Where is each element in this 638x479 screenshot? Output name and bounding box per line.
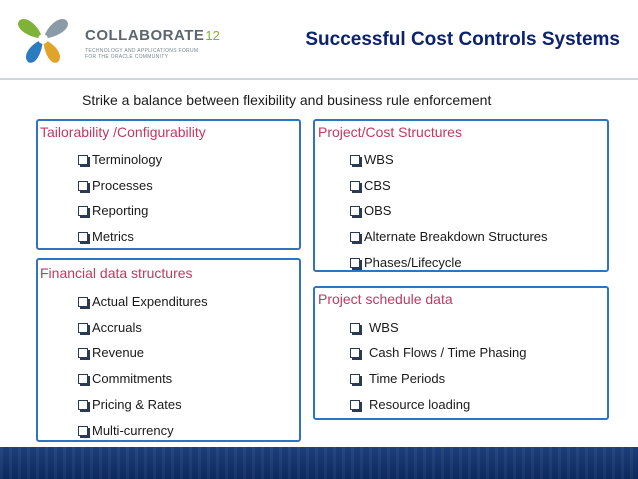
checkbox-bullet-icon	[350, 155, 360, 165]
checkbox-bullet-icon	[78, 232, 88, 242]
tailorability-heading: Tailorability /Configurability	[40, 124, 206, 140]
list-item: WBS	[350, 152, 394, 167]
checkbox-bullet-icon	[78, 426, 88, 436]
checkbox-bullet-icon	[350, 400, 360, 410]
list-item: Alternate Breakdown Structures	[350, 229, 548, 244]
checkbox-bullet-icon	[350, 181, 360, 191]
logo-icon	[8, 10, 78, 68]
list-item: Revenue	[78, 345, 144, 360]
list-item: Metrics	[78, 229, 134, 244]
checkbox-bullet-icon	[350, 232, 360, 242]
checkbox-bullet-icon	[78, 206, 88, 216]
list-item: CBS	[350, 178, 391, 193]
list-item: WBS	[350, 320, 399, 335]
checkbox-bullet-icon	[78, 374, 88, 384]
project-cost-box	[313, 119, 609, 272]
list-item: Phases/Lifecycle	[350, 255, 462, 270]
slide-title: Successful Cost Controls Systems	[305, 29, 620, 50]
brand-number: 12	[205, 28, 220, 43]
checkbox-bullet-icon	[78, 155, 88, 165]
list-item: Pricing & Rates	[78, 397, 182, 412]
checkbox-bullet-icon	[78, 348, 88, 358]
list-item: Terminology	[78, 152, 162, 167]
financial-heading: Financial data structures	[40, 265, 193, 281]
list-item: Commitments	[78, 371, 172, 386]
list-item: OBS	[350, 203, 391, 218]
brand-tagline: TECHNOLOGY AND APPLICATIONS FORUM FOR THE ORACLE COMMUNITY	[85, 48, 199, 60]
checkbox-bullet-icon	[350, 323, 360, 333]
list-item: Time Periods	[350, 371, 445, 386]
checkbox-bullet-icon	[78, 181, 88, 191]
checkbox-bullet-icon	[350, 258, 360, 268]
list-item: Accruals	[78, 320, 142, 335]
financial-box	[36, 258, 301, 442]
checkbox-bullet-icon	[350, 374, 360, 384]
list-item: Cash Flows / Time Phasing	[350, 345, 527, 360]
footer-pattern	[0, 447, 638, 479]
project-cost-heading: Project/Cost Structures	[318, 124, 462, 140]
checkbox-bullet-icon	[78, 400, 88, 410]
brand-block	[85, 27, 220, 60]
slide-header	[0, 0, 638, 78]
brand-name: COLLABORATE	[85, 27, 205, 44]
list-item: Actual Expenditures	[78, 294, 208, 309]
header-divider	[0, 78, 638, 80]
checkbox-bullet-icon	[350, 348, 360, 358]
list-item: Processes	[78, 178, 153, 193]
list-item: Reporting	[78, 203, 148, 218]
checkbox-bullet-icon	[78, 323, 88, 333]
checkbox-bullet-icon	[78, 297, 88, 307]
collaborate-logo	[8, 10, 78, 68]
list-item: Multi-currency	[78, 423, 174, 438]
list-item: Resource loading	[350, 397, 470, 412]
slide-subtitle: Strike a balance between flexibility and business rule enforcement	[82, 92, 492, 108]
schedule-heading: Project schedule data	[318, 291, 453, 307]
checkbox-bullet-icon	[350, 206, 360, 216]
footer-band	[0, 447, 638, 479]
